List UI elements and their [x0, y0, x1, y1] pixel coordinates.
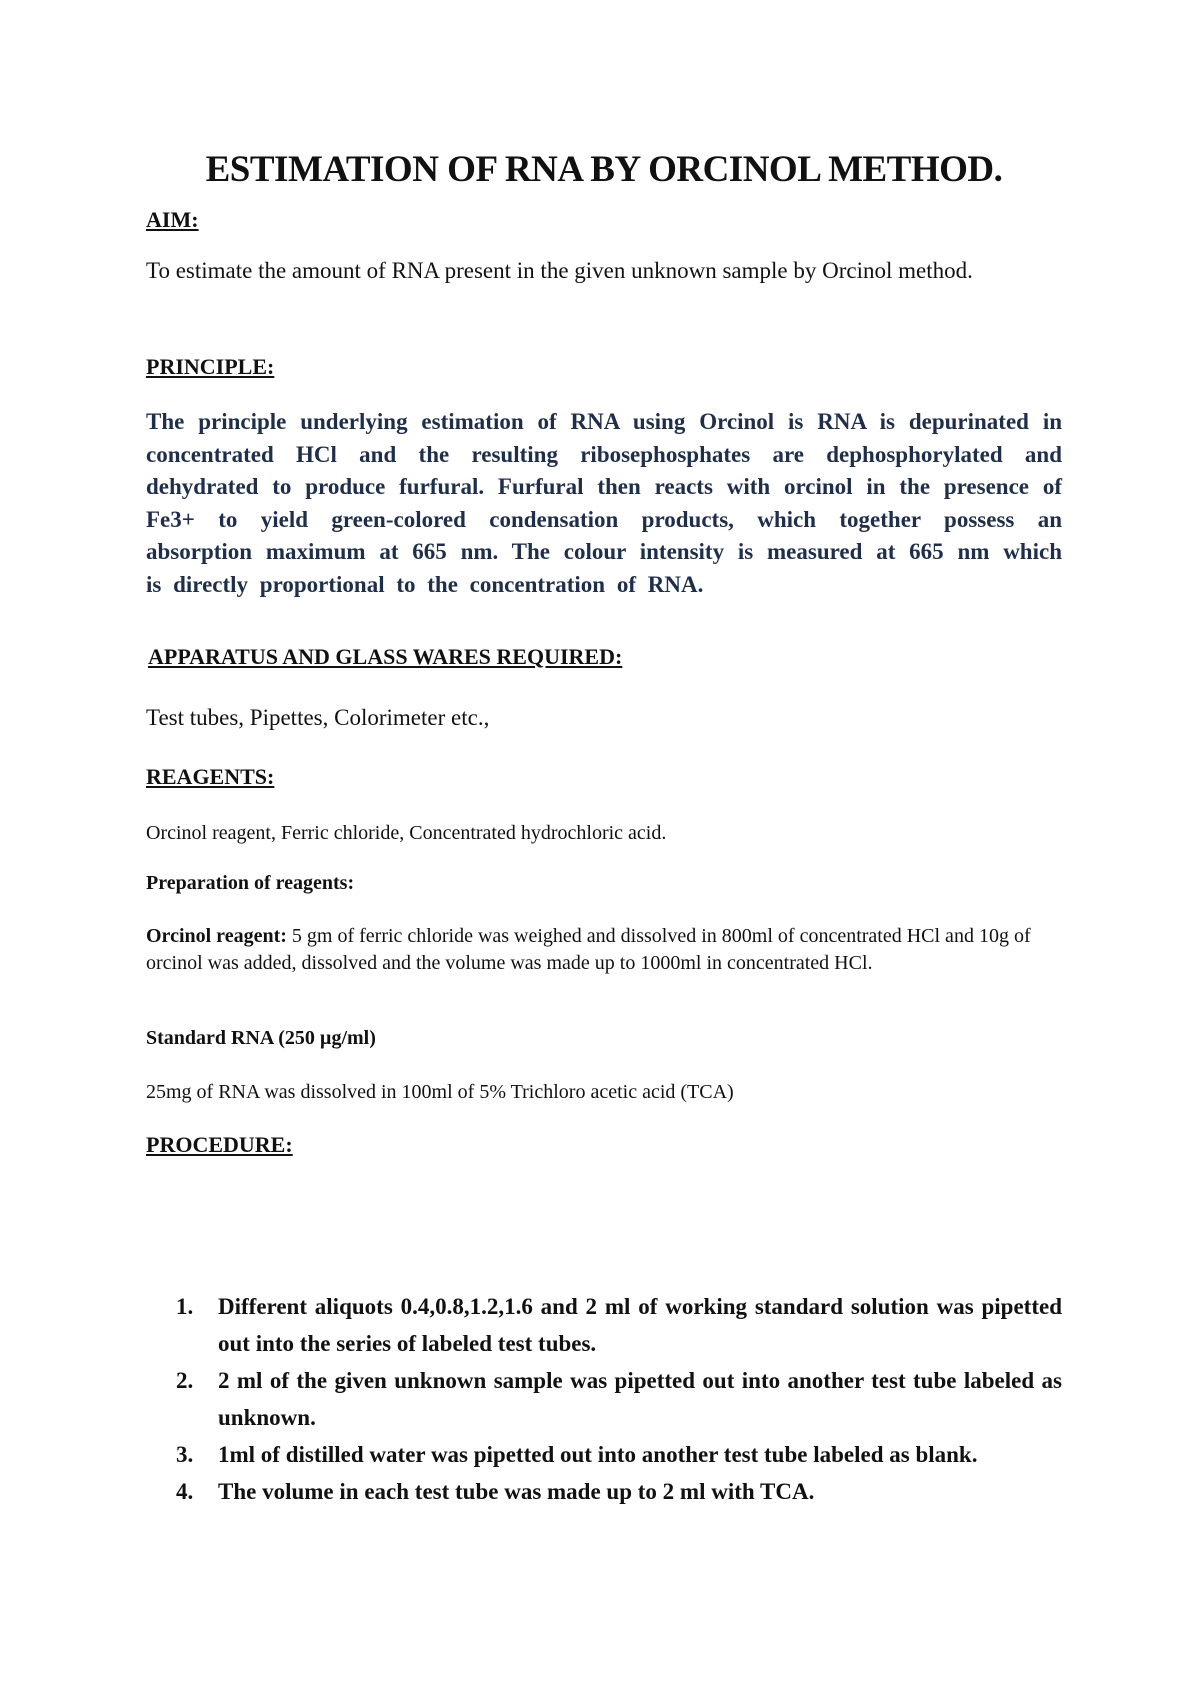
procedure-step-number: 4.: [176, 1479, 194, 1504]
procedure-step: [146, 1362, 1062, 1436]
apparatus-heading: APPARATUS AND GLASS WARES REQUIRED:: [148, 644, 623, 669]
aim-text: To estimate the amount of RNA present in the given unknown sample by Orcinol method.: [146, 258, 973, 283]
procedure-heading: PROCEDURE:: [146, 1132, 293, 1157]
orcinol-reagent-label: Orcinol reagent:: [146, 925, 287, 947]
procedure-step-text: The volume in each test tube was made up to 2 ml with TCA.: [218, 1479, 815, 1504]
apparatus-text: Test tubes, Pipettes, Colorimeter etc.,: [146, 705, 490, 730]
procedure-step-number: 1.: [176, 1294, 194, 1319]
reagents-heading: REAGENTS:: [146, 764, 275, 789]
principle-text: The principle underlying estimation of RNA using Orcinol is RNA is depurinated in concentrated HCl and the resulting ribosephosphates are dephosphorylated and dehydrated to produce furfural. Furfural then reacts with orcinol in the presence of Fe3+ to yield green-colored condensation products, which together possess an absorption maximum at 665 nm. The colour intensity is measured at 665 nm which is directly proportional to the concentration of RNA.: [146, 409, 1062, 597]
standard-rna-heading: Standard RNA (250 µg/ml): [146, 1027, 376, 1049]
procedure-step-text: 1ml of distilled water was pipetted out into another test tube labeled as blank.: [218, 1442, 978, 1467]
reagents-text: Orcinol reagent, Ferric chloride, Concentrated hydrochloric acid.: [146, 822, 667, 844]
document-title: ESTIMATION OF RNA BY ORCINOL METHOD.: [205, 149, 1003, 190]
procedure-step-text: Different aliquots 0.4,0.8,1.2,1.6 and 2 ml of working standard solution was pipetted out into the series of labeled test tubes.: [218, 1294, 1062, 1356]
procedure-list: [146, 1288, 1062, 1510]
orcinol-reagent-text: 5 gm of ferric chloride was weighed and dissolved in 800ml of concentrated HCl and 10g of orcinol was added, dissolved and the volume was made up to 1000ml in concentrated HCl.: [146, 925, 1031, 974]
procedure-step: [146, 1288, 1062, 1362]
procedure-step-number: 3.: [176, 1442, 194, 1467]
orcinol-reagent-paragraph: [146, 923, 1062, 977]
procedure-step-number: 2.: [176, 1368, 194, 1393]
procedure-step: [146, 1436, 1062, 1473]
standard-rna-text: 25mg of RNA was dissolved in 100ml of 5% Trichloro acetic acid (TCA): [146, 1081, 734, 1103]
principle-heading: PRINCIPLE:: [146, 354, 275, 379]
procedure-step: [146, 1473, 1062, 1510]
preparation-heading: Preparation of reagents:: [146, 872, 355, 894]
procedure-step-text: 2 ml of the given unknown sample was pipetted out into another test tube labeled as unknown.: [218, 1368, 1062, 1430]
aim-heading: AIM:: [146, 207, 199, 232]
